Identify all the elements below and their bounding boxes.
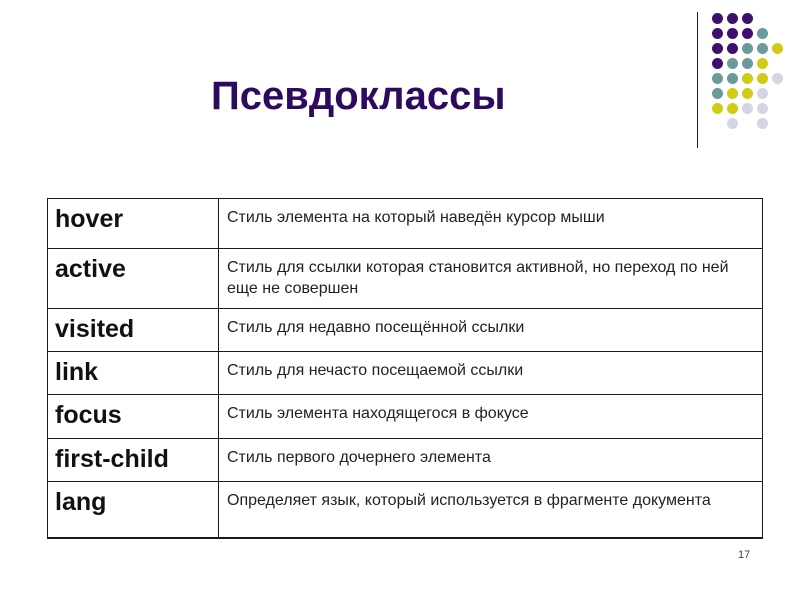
decorative-dot — [757, 88, 768, 99]
pseudoclass-description: Стиль для недавно посещённой ссылки — [219, 309, 763, 352]
page-number: 17 — [738, 549, 751, 561]
pseudoclass-description: Стиль первого дочернего элемента — [219, 439, 763, 482]
decorative-dot — [757, 58, 768, 69]
decorative-dot — [727, 73, 738, 84]
pseudoclass-table — [47, 198, 763, 539]
pseudoclass-name: visited — [48, 309, 219, 352]
decorative-dot — [742, 13, 753, 24]
decorative-dot — [727, 118, 738, 129]
decorative-dot — [757, 118, 768, 129]
pseudoclass-name: active — [48, 249, 219, 309]
table-row — [48, 395, 763, 439]
pseudoclass-description: Стиль для нечасто посещаемой ссылки — [219, 352, 763, 395]
decorative-dot — [712, 28, 723, 39]
pseudoclass-name: hover — [48, 199, 219, 249]
decorative-dot — [727, 88, 738, 99]
table-row — [48, 439, 763, 482]
decorative-dot — [742, 88, 753, 99]
table-row — [48, 352, 763, 395]
pseudoclass-description: Стиль элемента на который наведён курсор мыши — [219, 199, 763, 249]
table-row — [48, 309, 763, 352]
pseudoclass-name: focus — [48, 395, 219, 439]
decorative-dot — [727, 13, 738, 24]
decorative-dot — [742, 73, 753, 84]
decorative-dot — [712, 73, 723, 84]
pseudoclass-name: lang — [48, 482, 219, 538]
decorative-dot — [757, 43, 768, 54]
decorative-dot — [742, 43, 753, 54]
decorative-dot — [772, 43, 783, 54]
decorative-dot — [712, 58, 723, 69]
decorative-dot — [712, 13, 723, 24]
table-row — [48, 199, 763, 249]
decorative-dot — [772, 73, 783, 84]
pseudoclass-description: Стиль для ссылки которая становится активной, но переход по ней еще не совершен — [219, 249, 763, 309]
decorative-dot — [727, 43, 738, 54]
decorative-divider-line — [697, 12, 698, 148]
decorative-dot — [742, 58, 753, 69]
pseudoclass-name: first-child — [48, 439, 219, 482]
table-row — [48, 249, 763, 309]
slide-title: Псевдоклассы — [211, 74, 506, 118]
pseudoclass-name: link — [48, 352, 219, 395]
decorative-dot — [712, 43, 723, 54]
decorative-dot — [712, 103, 723, 114]
pseudoclass-description: Стиль элемента находящегося в фокусе — [219, 395, 763, 439]
pseudoclass-description: Определяет язык, который используется в фрагменте документа — [219, 482, 763, 538]
decorative-dot — [727, 28, 738, 39]
decorative-dot — [742, 28, 753, 39]
decorative-dot — [742, 103, 753, 114]
decorative-dot — [757, 103, 768, 114]
table-row — [48, 482, 763, 538]
decorative-dot — [712, 88, 723, 99]
decorative-dot — [727, 58, 738, 69]
decorative-dot — [757, 28, 768, 39]
decorative-dot — [727, 103, 738, 114]
decorative-dot — [757, 73, 768, 84]
